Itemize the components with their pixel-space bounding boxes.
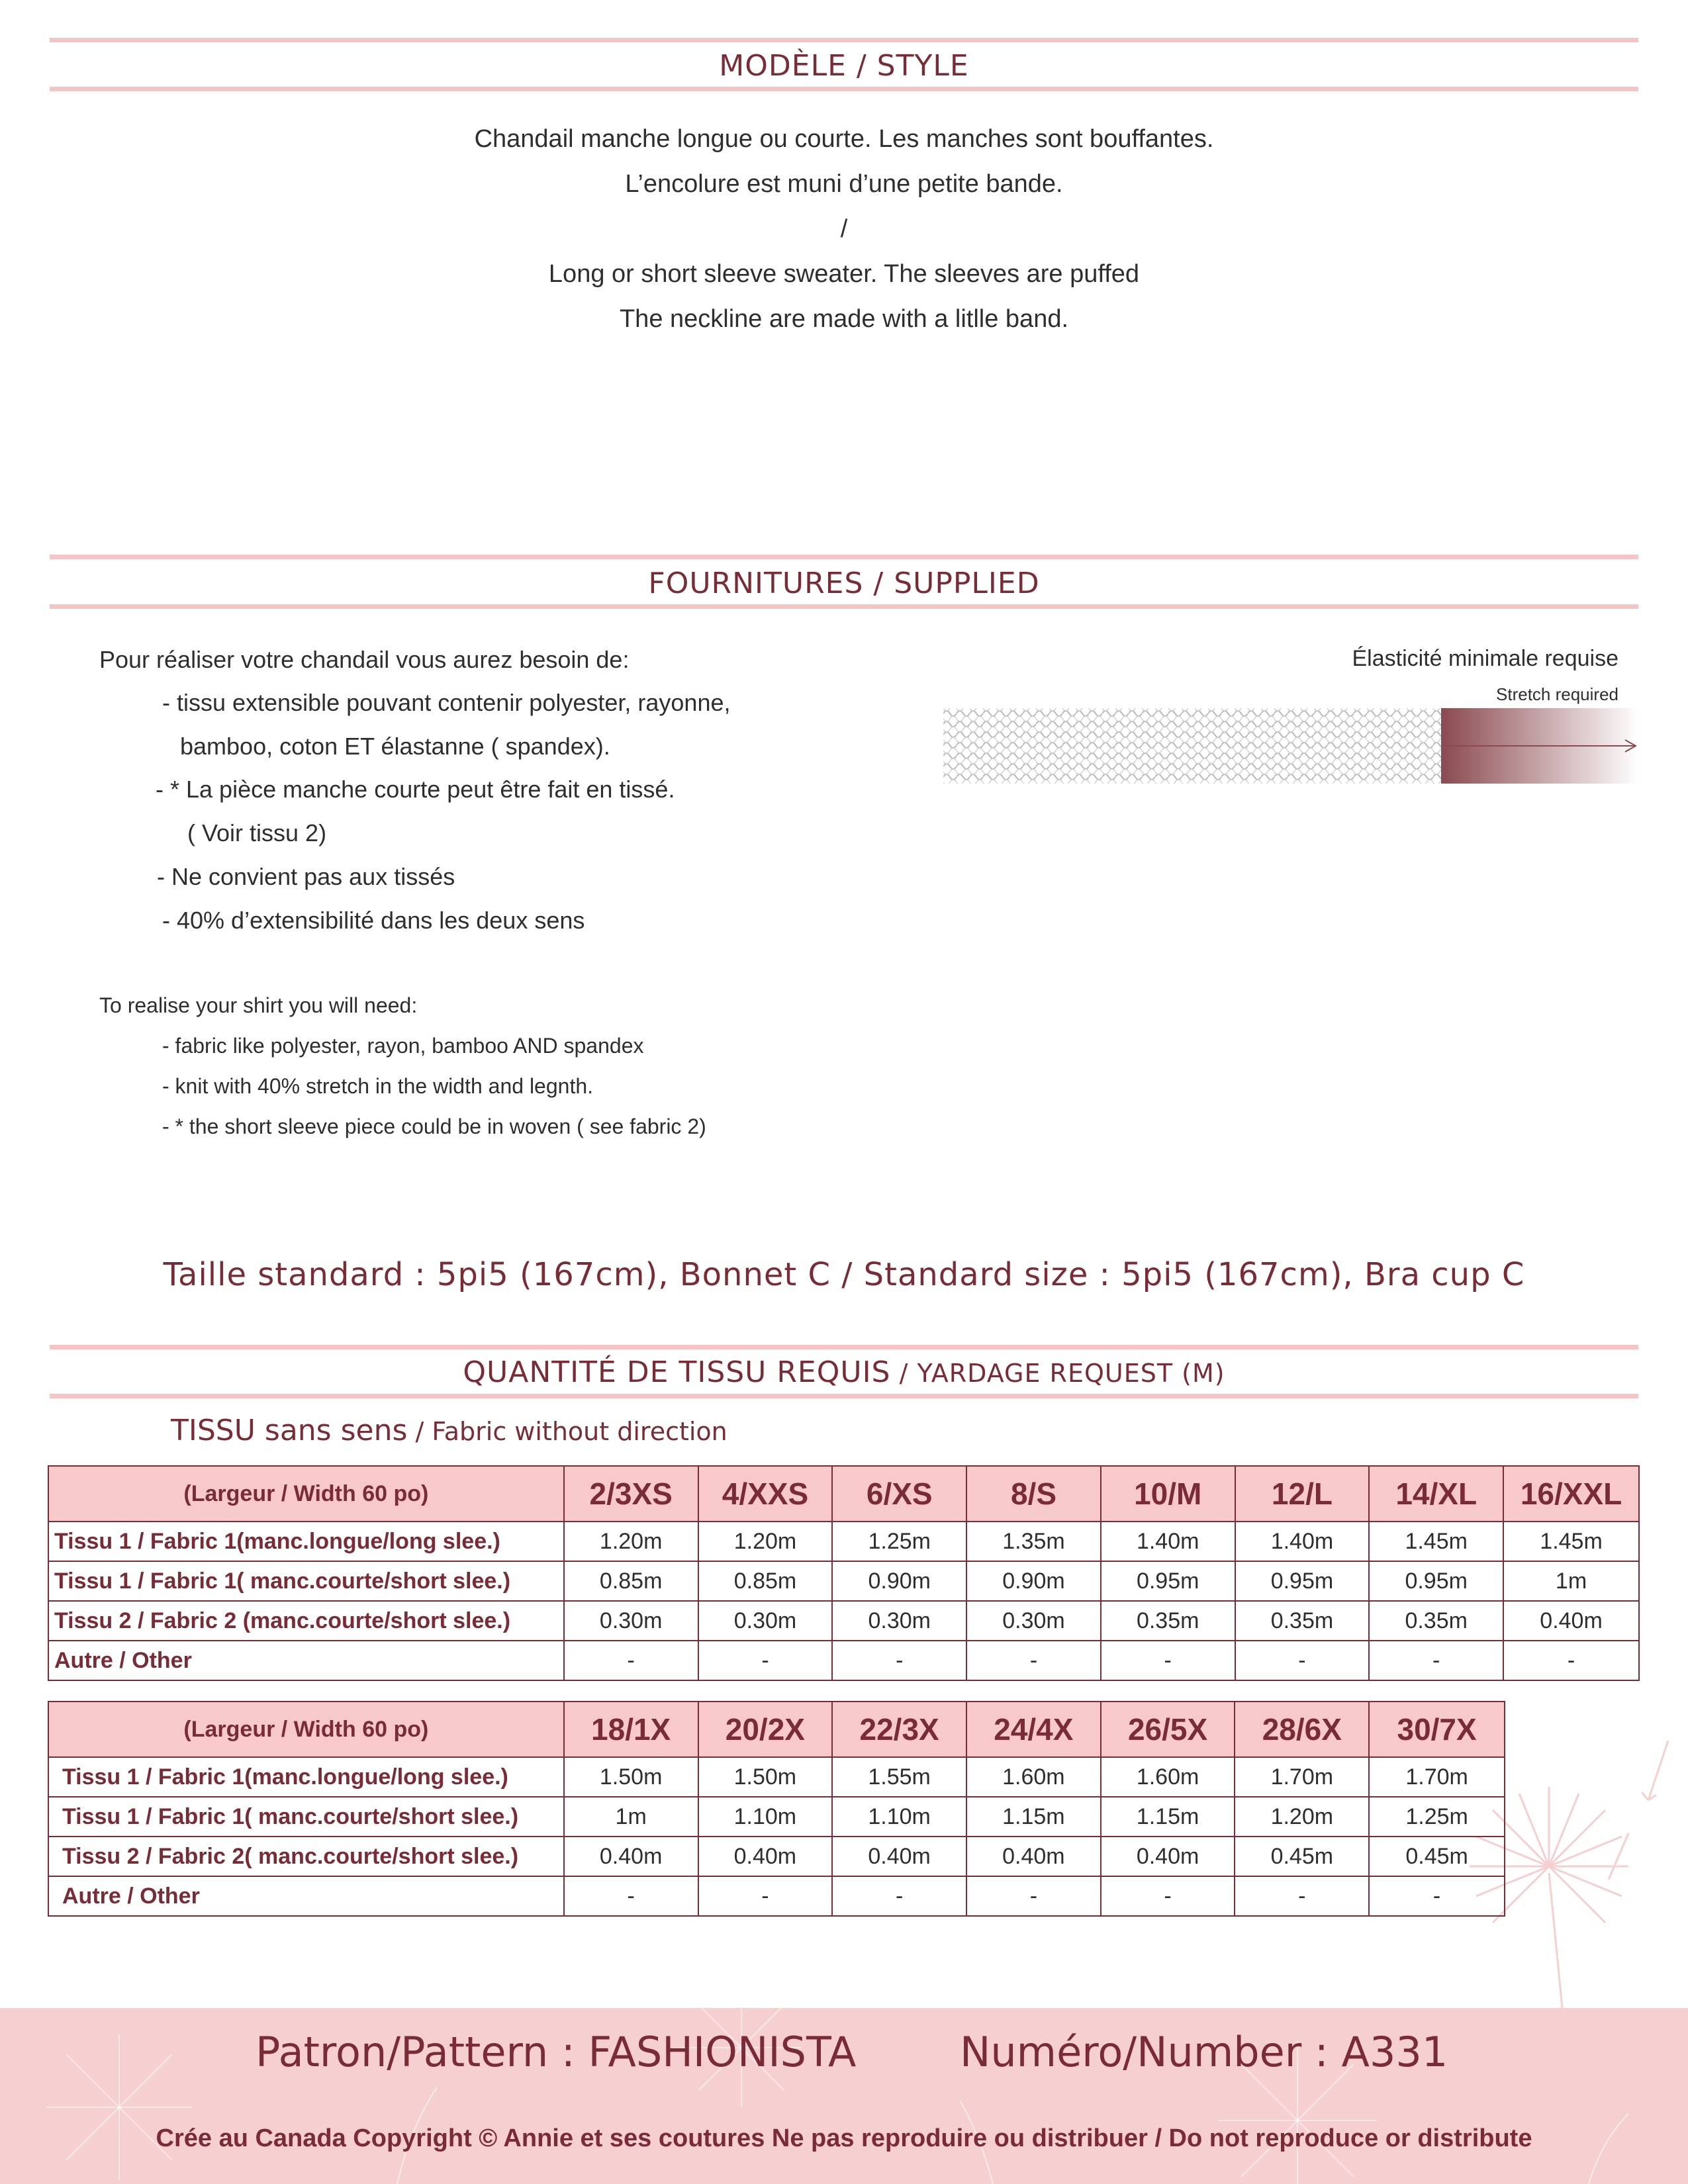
yardage-cell: 0.40m — [564, 1837, 698, 1876]
pattern-number: Numéro/Number : A331 — [960, 2028, 1448, 2076]
table-row — [48, 1837, 1505, 1876]
row-label: Tissu 2 / Fabric 2 (manc.courte/short slee.) — [48, 1601, 564, 1641]
yardage-cell: 0.45m — [1369, 1837, 1505, 1876]
yardage-cell: - — [1369, 1876, 1505, 1916]
supplies-en-item: - * the short sleeve piece could be in woven ( see fabric 2) — [162, 1115, 706, 1138]
supplies-rule-top — [50, 555, 1638, 559]
yardage-cell: 0.90m — [966, 1561, 1101, 1601]
yardage-cell: - — [1101, 1641, 1235, 1680]
size-header: 20/2X — [698, 1702, 833, 1757]
style-rule-bottom — [50, 87, 1638, 91]
yardage-cell: - — [698, 1876, 833, 1916]
size-header: 22/3X — [832, 1702, 966, 1757]
style-line: Chandail manche longue ou courte. Les manches sont bouffantes. — [474, 125, 1214, 153]
yardage-cell: 1.70m — [1235, 1757, 1369, 1797]
style-line: L’encolure est muni d’une petite bande. — [625, 170, 1063, 198]
yardage-cell: 0.30m — [564, 1601, 698, 1641]
yardage-cell: 1.35m — [966, 1522, 1101, 1561]
yardage-cell: 0.90m — [832, 1561, 966, 1601]
table-header-row — [48, 1702, 1505, 1757]
size-header: 8/S — [966, 1466, 1101, 1522]
pattern-name: Patron/Pattern : FASHIONISTA — [256, 2028, 857, 2076]
size-header: 26/5X — [1101, 1702, 1235, 1757]
supplies-fr-item: bamboo, coton ET élastanne ( spandex). — [180, 733, 610, 760]
style-description — [50, 116, 1638, 341]
yardage-cell: 1.50m — [698, 1757, 833, 1797]
yardage-cell: 0.95m — [1235, 1561, 1370, 1601]
yardage-cell: 0.40m — [966, 1837, 1101, 1876]
size-header: 4/XXS — [698, 1466, 833, 1522]
table-row — [48, 1641, 1639, 1680]
yardage-table-1 — [48, 1465, 1640, 1681]
footer — [0, 2008, 1688, 2184]
yardage-table-2 — [48, 1701, 1505, 1917]
yardage-cell: 1.55m — [832, 1757, 966, 1797]
yardage-cell: 0.95m — [1101, 1561, 1235, 1601]
yardage-cell: 1.20m — [564, 1522, 698, 1561]
yardage-cell: - — [698, 1641, 833, 1680]
yardage-cell: 0.45m — [1235, 1837, 1369, 1876]
yardage-cell: 1.20m — [1235, 1797, 1369, 1837]
fabric-direction-subtitle — [171, 1414, 727, 1447]
row-label: Tissu 1 / Fabric 1( manc.courte/short slee.) — [48, 1561, 564, 1601]
style-section-title: MODÈLE / STYLE — [719, 49, 969, 83]
supplies-en-intro: To realise your shirt you will need: — [99, 993, 418, 1017]
size-header: 12/L — [1235, 1466, 1370, 1522]
yardage-cell: 0.30m — [832, 1601, 966, 1641]
yardage-cell: - — [832, 1641, 966, 1680]
yardage-cell: 1.15m — [1101, 1797, 1235, 1837]
stretch-gauge — [943, 708, 1638, 784]
fabric-direction-sub: / Fabric without direction — [407, 1417, 727, 1446]
fabric-direction-main: TISSU sans sens — [171, 1414, 408, 1447]
supplies-section-title: FOURNITURES / SUPPLIED — [648, 567, 1040, 600]
yardage-cell: 0.30m — [966, 1601, 1101, 1641]
supplies-fr-intro: Pour réaliser votre chandail vous aurez besoin de: — [99, 646, 630, 673]
yardage-cell: 1.45m — [1503, 1522, 1639, 1561]
yardage-cell: 1.60m — [966, 1757, 1101, 1797]
yardage-cell: 0.35m — [1101, 1601, 1235, 1641]
yardage-cell: 1.10m — [832, 1797, 966, 1837]
row-label: Tissu 1 / Fabric 1(manc.longue/long slee.) — [48, 1522, 564, 1561]
yardage-cell: - — [1101, 1876, 1235, 1916]
supplies-fr-item: - Ne convient pas aux tissés — [157, 863, 455, 890]
yardage-cell: 0.85m — [564, 1561, 698, 1601]
yardage-cell: 1.10m — [698, 1797, 833, 1837]
table-row — [48, 1797, 1505, 1837]
size-header: 6/XS — [832, 1466, 966, 1522]
table-row — [48, 1601, 1639, 1641]
yardage-cell: 1.25m — [1369, 1797, 1505, 1837]
size-header: 10/M — [1101, 1466, 1235, 1522]
size-header: 24/4X — [966, 1702, 1101, 1757]
yardage-cell: 1.40m — [1235, 1522, 1370, 1561]
yardage-cell: - — [1235, 1641, 1370, 1680]
size-header: 2/3XS — [564, 1466, 698, 1522]
yardage-cell: 0.35m — [1235, 1601, 1370, 1641]
yardage-cell: 1m — [564, 1797, 698, 1837]
yardage-cell: 1.50m — [564, 1757, 698, 1797]
standard-size-line: Taille standard : 5pi5 (167cm), Bonnet C / Standard size : 5pi5 (167cm), Bra cup C — [163, 1256, 1525, 1293]
size-header: 28/6X — [1235, 1702, 1369, 1757]
supplies-rule-bottom — [50, 604, 1638, 609]
yardage-cell: 1.25m — [832, 1522, 966, 1561]
yardage-cell: 1.40m — [1101, 1522, 1235, 1561]
size-header: 18/1X — [564, 1702, 698, 1757]
row-label: Tissu 1 / Fabric 1(manc.longue/long slee.) — [48, 1757, 564, 1797]
row-label: Autre / Other — [48, 1876, 564, 1916]
table-header-row — [48, 1466, 1639, 1522]
yardage-cell: 0.35m — [1369, 1601, 1503, 1641]
yardage-section-title — [50, 1355, 1638, 1389]
copyright-notice: Crée au Canada Copyright © Annie et ses coutures Ne pas reproduire ou distribuer / Do not reproduce or distribute — [156, 2124, 1532, 2152]
yardage-cell: 1.45m — [1369, 1522, 1503, 1561]
stretch-label-en: Stretch required — [1496, 684, 1618, 704]
row-label: Tissu 1 / Fabric 1( manc.courte/short slee.) — [48, 1797, 564, 1837]
yardage-cell: 0.85m — [698, 1561, 833, 1601]
yardage-cell: - — [1235, 1876, 1369, 1916]
supplies-fr-item: - * La pièce manche courte peut être fait en tissé. — [156, 776, 675, 803]
style-line: The neckline are made with a litlle band. — [619, 305, 1069, 333]
yardage-rule-top — [50, 1345, 1638, 1349]
yardage-cell: 0.40m — [832, 1837, 966, 1876]
yardage-title-main: QUANTITÉ DE TISSU REQUIS — [463, 1355, 891, 1389]
yardage-cell: 0.95m — [1369, 1561, 1503, 1601]
size-header: 30/7X — [1369, 1702, 1505, 1757]
table-row — [48, 1876, 1505, 1916]
yardage-title-sub: / YARDAGE REQUEST (M) — [890, 1359, 1225, 1388]
yardage-cell: 1.70m — [1369, 1757, 1505, 1797]
yardage-cell: 1.15m — [966, 1797, 1101, 1837]
size-header: 14/XL — [1369, 1466, 1503, 1522]
yardage-cell: 0.30m — [698, 1601, 833, 1641]
yardage-cell: 1m — [1503, 1561, 1639, 1601]
yardage-cell: 0.40m — [1101, 1837, 1235, 1876]
size-header: 16/XXL — [1503, 1466, 1639, 1522]
yardage-cell: 1.20m — [698, 1522, 833, 1561]
fabric-width-label: (Largeur / Width 60 po) — [48, 1702, 564, 1757]
stretch-label-fr: Élasticité minimale requise — [1352, 646, 1618, 671]
supplies-fr-item: - 40% d’extensibilité dans les deux sens — [162, 907, 585, 934]
yardage-cell: 1.60m — [1101, 1757, 1235, 1797]
style-line: / — [840, 215, 848, 243]
yardage-cell: - — [1503, 1641, 1639, 1680]
supplies-fr-item: ( Voir tissu 2) — [187, 819, 327, 846]
style-rule-top — [50, 38, 1638, 42]
style-line: Long or short sleeve sweater. The sleeves are puffed — [548, 260, 1140, 288]
table-row — [48, 1757, 1505, 1797]
row-label: Autre / Other — [48, 1641, 564, 1680]
yardage-cell: - — [564, 1876, 698, 1916]
table-row — [48, 1522, 1639, 1561]
stretch-knit-swatch — [943, 708, 1441, 784]
fabric-width-label: (Largeur / Width 60 po) — [48, 1466, 564, 1522]
yardage-cell: - — [966, 1641, 1101, 1680]
yardage-cell: - — [564, 1641, 698, 1680]
yardage-cell: - — [966, 1876, 1101, 1916]
yardage-cell: - — [1369, 1641, 1503, 1680]
supplies-en-item: - knit with 40% stretch in the width and legnth. — [162, 1074, 594, 1098]
yardage-cell: 0.40m — [1503, 1601, 1639, 1641]
yardage-cell: 0.40m — [698, 1837, 833, 1876]
yardage-rule-bottom — [50, 1394, 1638, 1398]
row-label: Tissu 2 / Fabric 2( manc.courte/short slee.) — [48, 1837, 564, 1876]
supplies-fr-item: - tissu extensible pouvant contenir polyester, rayonne, — [162, 689, 731, 716]
supplies-en-item: - fabric like polyester, rayon, bamboo AND spandex — [162, 1034, 644, 1058]
yardage-cell: - — [832, 1876, 966, 1916]
table-row — [48, 1561, 1639, 1601]
